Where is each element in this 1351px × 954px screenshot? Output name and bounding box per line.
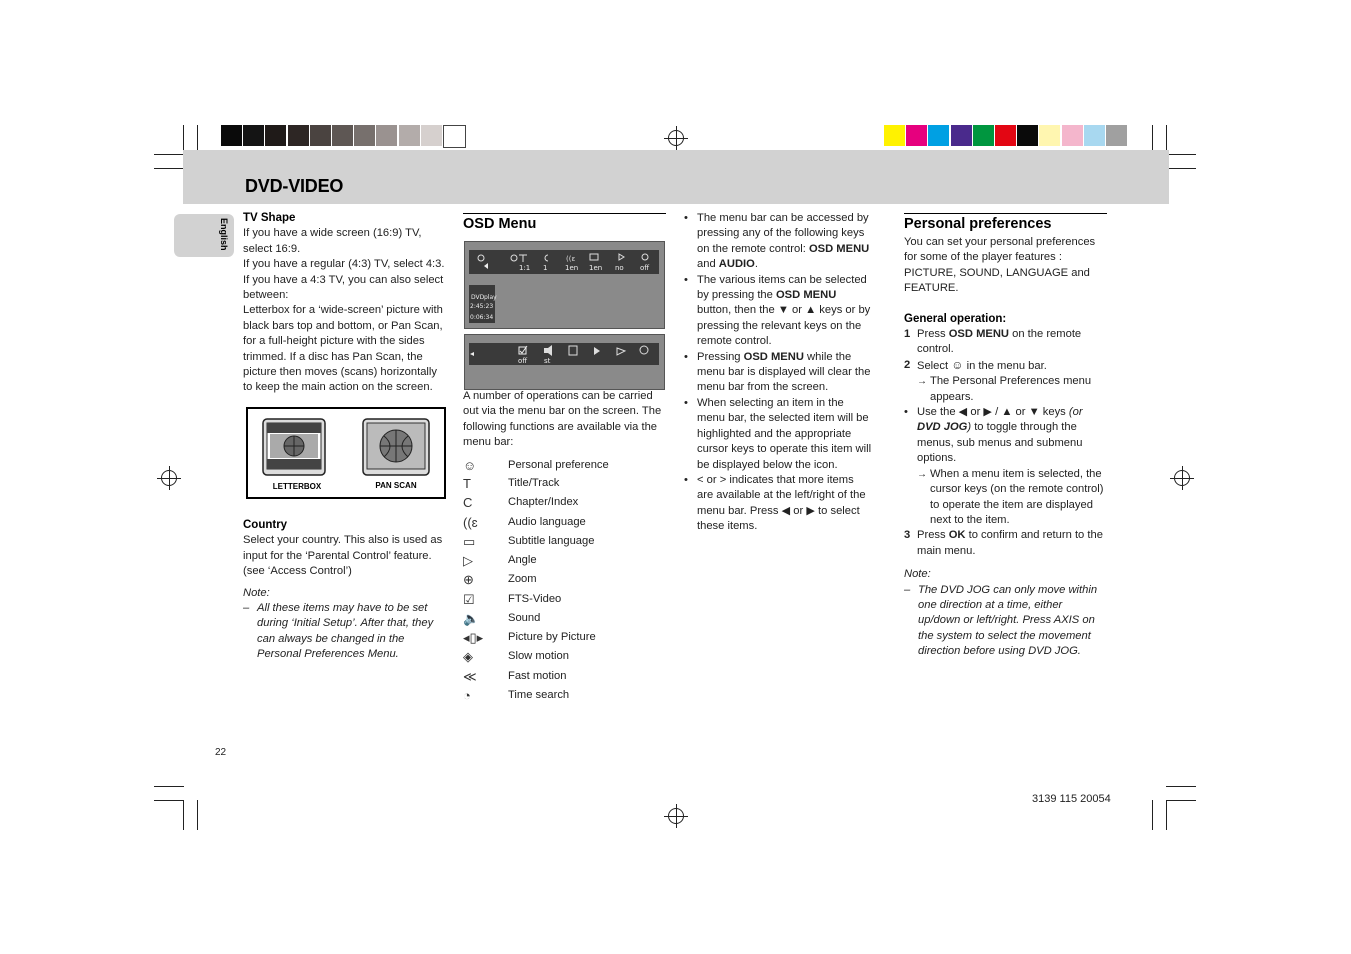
function-item [463,649,663,668]
function-item [463,515,663,534]
osd-intro-text: A number of operations can be carried out via the menu bar on the screen. The following functions are available via the menu bar: [463,390,662,449]
tv-illustrations [248,409,444,497]
function-label: Picture by Picture [508,631,596,643]
audio-language-icon: ((ɛ [463,515,478,530]
osd-screen-2 [464,334,665,390]
function-item [463,572,663,591]
function-item [463,534,663,553]
pan-scan-label: PAN SCAN [375,481,417,490]
function-item [463,688,663,707]
time-search-icon: ◔ [463,688,471,703]
pp-intro: You can set your personal preferences for some of the player features : PICTURE, SOUND, LANGUAGE and FEATURE. [904,236,1096,295]
crop-mark [183,800,184,830]
status-disc: DVD [471,294,485,301]
color-swatch [973,125,994,146]
function-label: Chapter/Index [508,496,579,508]
bar-value: 1en [589,264,603,272]
svg-text:((ɛ: ((ɛ [566,255,576,263]
gray-swatch [443,125,466,148]
crop-mark [154,168,184,169]
gray-swatch [288,125,309,146]
picture-by-picture-icon: ◂▯▸ [463,630,484,645]
zoom-icon: ⊕ [463,572,474,587]
country-section [243,518,448,663]
function-item [463,553,663,572]
letterbox-label: LETTERBOX [272,482,322,491]
crop-mark [154,800,184,801]
color-swatch [1039,125,1060,146]
language-tab-label: English [219,218,229,251]
gray-swatch [421,125,442,146]
color-swatch [1017,125,1038,146]
bar-value: st [544,357,551,365]
crop-mark [1166,800,1196,801]
color-swatch [995,125,1016,146]
function-item [463,669,663,688]
list-item: • Pressing OSD MENU while the menu bar is displayed will clear the menu bar from the screen. [684,350,872,396]
crop-mark [1166,786,1196,787]
function-item [463,495,663,514]
sound-icon: 🔈 [463,611,480,626]
personal-preference-icon: ☺ [463,458,477,473]
color-swatch [906,125,927,146]
gray-swatch [376,125,397,146]
color-swatch [928,125,949,146]
function-item [463,630,663,649]
country-note: – All these items may have to be set during ‘Initial Setup’. After that, they can always be changed in the Personal Preferences Menu. [243,601,448,663]
menu-bar-notes [684,211,872,535]
subtitle-language-icon: ▭ [463,534,476,549]
angle-icon: ▷ [463,553,473,568]
document-code: 3139 115 20054 [1032,793,1111,805]
gray-swatch [221,125,242,146]
osd-menu-heading-wrap [463,213,666,233]
list-item: • < or > indicates that more items are available at the left/right of the menu bar. Press ◀ or ▶ to select these items. [684,473,872,535]
slow-motion-icon: ◈ [463,649,473,664]
tv-shape-heading: TV Shape [243,212,296,224]
gray-swatch [399,125,420,146]
function-label: Sound [508,612,541,624]
note-label: Note: [904,568,931,581]
page-number: 22 [215,747,227,758]
function-label: Time search [508,689,570,701]
osd-screen-1 [464,241,665,329]
function-label: Angle [508,554,537,566]
function-item [463,458,663,477]
color-swatch [951,125,972,146]
step-2-result: → The Personal Preferences menu appears. [917,374,1107,405]
tv-shape-figure [246,407,446,499]
tv-shape-line: If you have a regular (4:3) TV, select 4:3. [243,258,445,271]
bar-value: 1:1 [519,264,531,272]
step-3: 3 Press OK to confirm and return to the main menu. [904,529,1103,557]
function-item [463,476,663,495]
gray-swatch [310,125,331,146]
list-item: • When selecting an item in the menu bar, the selected item will be highlighted and the appropriate cursor keys to operate this item will be displayed below the icon. [684,396,872,473]
status-total-time: 2:45:23 [470,303,494,310]
tv-shape-section [243,211,448,396]
registration-mark [668,130,684,146]
bar-value: off [640,264,650,272]
title-track-icon: T [463,476,471,491]
personal-preferences-heading: Personal preferences [904,213,1107,233]
osd-menu-bar-icons [469,250,659,274]
crop-mark [154,786,184,787]
color-swatch [1106,125,1127,146]
crop-mark [154,154,184,155]
function-label: Title/Track [508,477,560,489]
chapter-index-icon: C [463,495,473,510]
crop-mark [1152,800,1153,830]
function-label: Subtitle language [508,535,595,547]
use-keys-result: → When a menu item is selected, the cursor keys (on the remote control) to operate the item are displayed next to the item. [917,467,1107,529]
function-label: Zoom [508,573,537,585]
list-item: • The various items can be selected by pressing the OSD MENU button, then the ▼ or ▲ keys or by pressing the relevant keys on the remote control. [684,273,872,350]
tv-shape-line: Letterbox for a ‘wide-screen’ picture with black bars top and bottom, or Pan Scan, for a full-height picture with the sides trimmed. If a disc has Pan Scan, the picture then moves (scans) horizontally to keep the main action on the screen. [243,304,443,394]
personal-preferences-section [904,213,1107,660]
tv-shape-line: If you have a 4:3 TV, you can also select between: [243,273,444,302]
function-label: FTS-Video [508,593,562,605]
note-label: Note: [243,586,270,599]
general-operation-heading: General operation: [904,312,1007,325]
color-swatch [884,125,905,146]
osd-menu-heading: OSD Menu [463,213,666,233]
function-label: Fast motion [508,670,567,682]
gray-swatch [265,125,286,146]
registration-mark [161,470,177,486]
country-heading: Country [243,519,288,531]
list-item: • The menu bar can be accessed by pressing any of the following keys on the remote control: OSD MENU and AUDIO. [684,211,872,273]
registration-mark [668,808,684,824]
fts-video-icon: ☑ [463,592,475,607]
registration-mark [1174,470,1190,486]
crop-mark [1166,154,1196,155]
page-title: DVD-VIDEO [245,176,344,196]
use-keys-item: • Use the ◀ or ▶ / ▲ or ▼ keys (or DVD JOG) to toggle through the menus, sub menus and submenu options. [904,405,1107,467]
crop-mark [1166,800,1167,830]
country-text: Select your country. This also is used as input for the ‘Parental Control’ feature. (see ‘Access Control’) [243,534,443,578]
osd-intro [463,389,668,451]
pp-note: – The DVD JOG can only move within one direction at a time, either up/down or left/right. Press AXIS on the system to select the movement direction before using DVD JOG. [904,583,1107,660]
fast-motion-icon: ≪ [463,669,477,684]
color-swatch [1062,125,1083,146]
tv-shape-line: If you have a wide screen (16:9) TV, select 16:9. [243,227,422,255]
gray-swatch [243,125,264,146]
function-item [463,611,663,630]
personal-preference-icon: ☺ [951,357,964,372]
osd-menu-bar-icons [469,343,659,365]
color-swatch [1084,125,1105,146]
gray-swatch [354,125,375,146]
bar-value: no [615,264,624,272]
status-mode: play [484,294,497,301]
function-item [463,592,663,611]
crop-mark [197,800,198,830]
function-label: Audio language [508,516,586,528]
step-2: 2 Select ☺ in the menu bar. [904,357,1047,372]
function-label: Personal preference [508,459,609,471]
status-elapsed-time: 0:06:34 [470,314,494,321]
function-label: Slow motion [508,650,569,662]
bar-value: off [518,357,528,365]
gray-swatch [332,125,353,146]
bar-value: 1 [543,264,548,272]
crop-mark [1166,168,1196,169]
bar-value: 1en [565,264,579,272]
step-1: 1 Press OSD MENU on the remote control. [904,328,1082,356]
